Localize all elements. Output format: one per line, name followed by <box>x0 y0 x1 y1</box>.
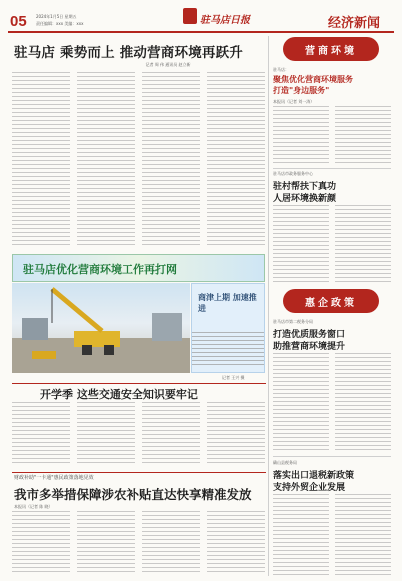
sidebar-divider <box>268 36 269 576</box>
sidebar-story2-kicker: 驻马店市政务服务中心 <box>273 171 313 176</box>
bottom-byline: 本报讯（记者 陈 晓） <box>14 504 53 509</box>
masthead <box>0 0 402 34</box>
lead-headline: 驻马店 乘势而上 推动营商环境再跃升 <box>14 45 243 61</box>
sidebar-story3-body-2 <box>335 353 391 451</box>
section-title: 经济新闻 <box>328 16 381 31</box>
crane-photo <box>12 283 190 373</box>
photo-banner <box>12 254 265 282</box>
bottom-body <box>12 511 266 577</box>
sidebar-story4-body-2 <box>335 494 391 576</box>
photo-caption-text <box>192 332 264 368</box>
lead-byline: 记者 周 伟 通讯员 赵立新 <box>145 62 191 67</box>
sidebar-badge-2-text: 惠企政策 <box>305 298 357 309</box>
sidebar-rule-2 <box>273 456 391 457</box>
sidebar-story1-body-2 <box>335 106 391 164</box>
date-line: 2024年1月5日 星期五 <box>36 14 77 19</box>
caption-title: 商津上期 加速推进 <box>198 292 257 313</box>
photo-caption-byline: 记者 王兴 摄 <box>222 375 245 380</box>
sidebar-badge-1-text: 营商环境 <box>305 46 357 57</box>
sidebar-story3-title-2: 助推营商环境提升 <box>273 342 346 352</box>
sidebar-story1-body <box>273 106 329 164</box>
page-number: 05 <box>10 13 27 30</box>
sidebar-story2-body <box>273 205 329 283</box>
sidebar-story1-title-2: 打造"身边服务" <box>273 86 330 95</box>
sidebar-badge-1 <box>283 37 379 61</box>
sidebar-story4-title-1: 落实出口退税新政策 <box>273 471 355 481</box>
sidebar-rule-1 <box>273 168 391 169</box>
sidebar-story4-title-2: 支持外贸企业发展 <box>273 483 346 493</box>
lead-body <box>12 72 266 252</box>
editor-line: 责任编辑：xxx 美编：xxx <box>36 21 84 26</box>
sidebar-badge-2 <box>283 289 379 313</box>
sidebar-story1-byline: 本报讯（记者 刘一涛） <box>273 99 315 104</box>
sidebar-story2-title-1: 驻村帮扶下真功 <box>273 182 337 192</box>
logo-text: 驻马店日报 <box>200 15 250 26</box>
sidebar-story4-kicker: 确山县税务局 <box>273 460 297 465</box>
sidebar-story1-title-1: 聚焦优化营商环境服务 <box>273 75 353 84</box>
sidebar-story3-body <box>273 353 329 451</box>
photo-banner-text: 驻马店优化营商环境工作再打网 <box>23 263 177 276</box>
bottom-headline: 我市多举措保障涉农补贴直达快享精准发放 <box>14 487 252 502</box>
sidebar-story3-title-1: 打造优质服务窗口 <box>273 330 346 340</box>
safety-headline: 开学季 这些交通安全知识要牢记 <box>40 388 198 401</box>
safety-body <box>12 402 266 468</box>
sidebar-story3-kicker: 驻马店市第二税务分局 <box>273 319 313 324</box>
logo-emblem-icon <box>183 8 197 24</box>
bottom-kicker: 财政补助"一卡通"惠民政策落地见效 <box>14 475 94 481</box>
section-divider <box>12 383 266 384</box>
sidebar-story2-body-2 <box>335 205 391 283</box>
sidebar-story1-kicker: 驻马店： <box>273 67 289 72</box>
sidebar-story4-body <box>273 494 329 576</box>
bottom-divider <box>12 472 266 473</box>
sidebar-story2-title-2: 人居环境换新颜 <box>273 194 337 204</box>
masthead-rule <box>8 31 394 33</box>
crane-illustration <box>12 283 190 373</box>
